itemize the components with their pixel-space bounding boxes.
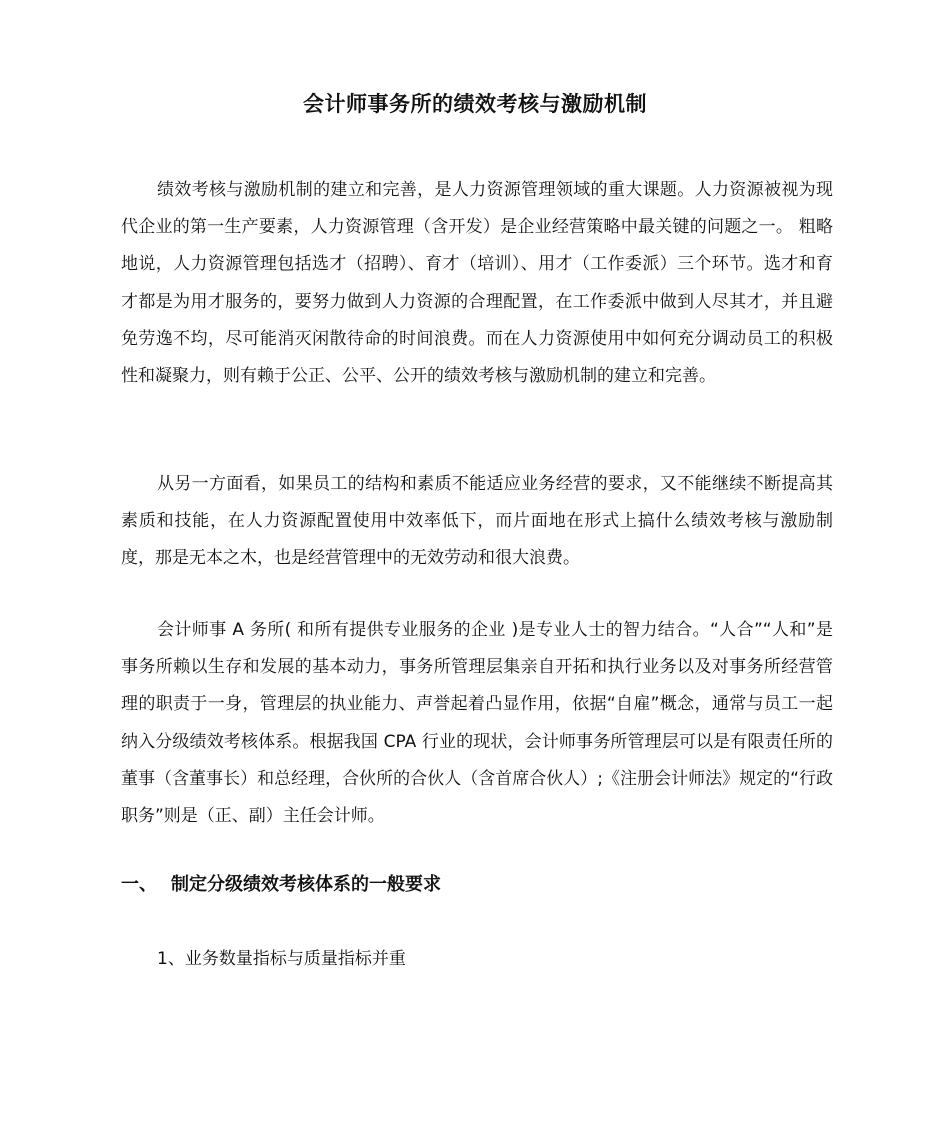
paragraph-2: 从另一方面看，如果员工的结构和素质不能适应业务经营的要求，又不能继续不断提高其素质和技能，在人力资源配置使用中效率低下，而片面地在形式上搞什么绩效考核与激励制度，那是无本之木，也是经营管理中的无效劳动和很大浪费。 [121, 474, 833, 569]
document-title: 会计师事务所的绩效考核与激励机制 [303, 92, 647, 116]
section-number: 一、 [121, 874, 157, 895]
paragraph-1: 绩效考核与激励机制的建立和完善，是人力资源管理领域的重大课题。人力资源被视为现代企业的第一生产要素，人力资源管理（含开发）是企业经营策略中最关键的问题之一。 粗略地说，人力资源管理包括选才（招聘）、育才（培训）、用才（工作委派）三个环节。选才和育才都是为用才服务的，要努力做到人力资源的合理配置，在工作委派中做到人尽其才，并且避免劳逸不均，尽可能消灭闲散待命的时间浪费。而在人力资源使用中如何充分调动员工的积极性和凝聚力，则有赖于公正、公平、公开的绩效考核与激励机制的建立和完善。 [121, 180, 833, 387]
section-heading [121, 870, 441, 896]
subsection-heading: 1、业务数量指标与质量指标并重 [157, 949, 406, 969]
section-heading-text: 制定分级绩效考核体系的一般要求 [171, 874, 441, 895]
paragraph-3: 会计师事 A 务所( 和所有提供专业服务的企业 )是专业人士的智力结合。“人合”“人和”是事务所赖以生存和发展的基本动力，事务所管理层集亲自开拓和执行业务以及对事务所经营管理的职责于一身，管理层的执业能力、声誉起着凸显作用，依据“自雇”概念，通常与员工一起纳入分级绩效考核体系。根据我国 CPA 行业的现状，会计师事务所管理层可以是有限责任所的董事（含董事长）和总经理，合伙所的合伙人（含首席合伙人）;《注册会计师法》规定的“行政职务”则是（正、副）主任会计师。 [121, 620, 833, 827]
